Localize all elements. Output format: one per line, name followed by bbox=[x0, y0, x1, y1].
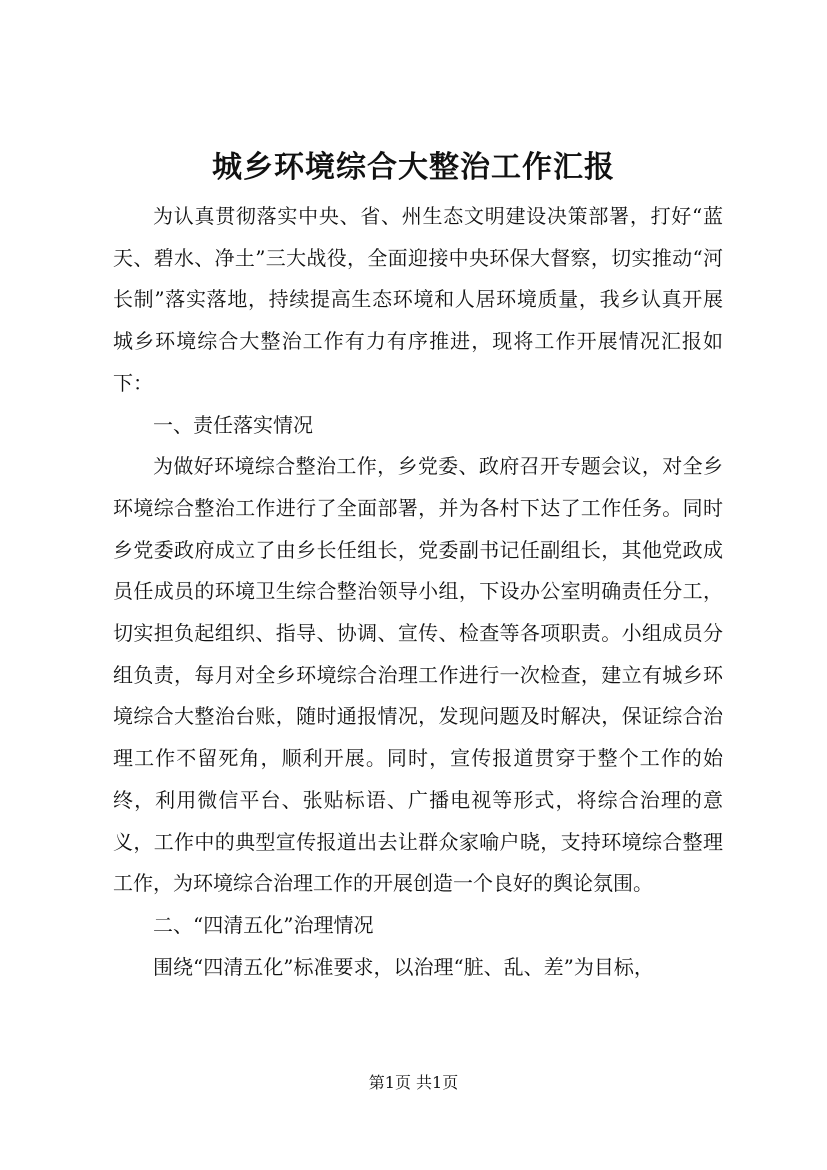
section-heading-2: 二、“四清五化”治理情况 bbox=[153, 912, 374, 937]
document-body bbox=[113, 196, 723, 988]
page-number-footer: 第1页 共1页 bbox=[368, 1073, 459, 1092]
section-1-paragraph: 为做好环境综合整治工作，乡党委、政府召开专题会议，对全乡环境综合整治工作进行了全面部署，并为各村下达了工作任务。同时乡党委政府成立了由乡长任组长，党委副书记任副组长，其他党政成员任成员的环境卫生综合整治领导小组，下设办公室明确责任分工，切实担负起组织、指导、协调、宣传、检查等各项职责。小组成员分组负责，每月对全乡环境综合治理工作进行一次检查，建立有城乡环境综合大整治台账，随时通报情况，发现问题及时解决，保证综合治理工作不留死角，顺利开展。同时，宣传报道贯穿于整个工作的始终，利用微信平台、张贴标语、广播电视等形式，将综合治理的意义，工作中的典型宣传报道出去让群众家喻户晓，支持环境综合整理工作，为环境综合治理工作的开展创造一个良好的舆论氛围。 bbox=[113, 454, 723, 896]
section-heading-1: 一、责任落实情况 bbox=[153, 412, 313, 437]
intro-paragraph: 为认真贯彻落实中央、省、州生态文明建设决策部署，打好“蓝天、碧水、净土”三大战役，全面迎接中央环保大督察，切实推动“河长制”落实落地，持续提高生态环境和人居环境质量，我乡认真开展城乡环境综合大整治工作有力有序推进，现将工作开展情况汇报如下： bbox=[113, 204, 723, 395]
section-2-paragraph: 围绕“四清五化”标准要求，以治理“脏、乱、差”为目标， bbox=[153, 954, 654, 979]
document-title: 城乡环境综合大整治工作汇报 bbox=[212, 150, 615, 185]
